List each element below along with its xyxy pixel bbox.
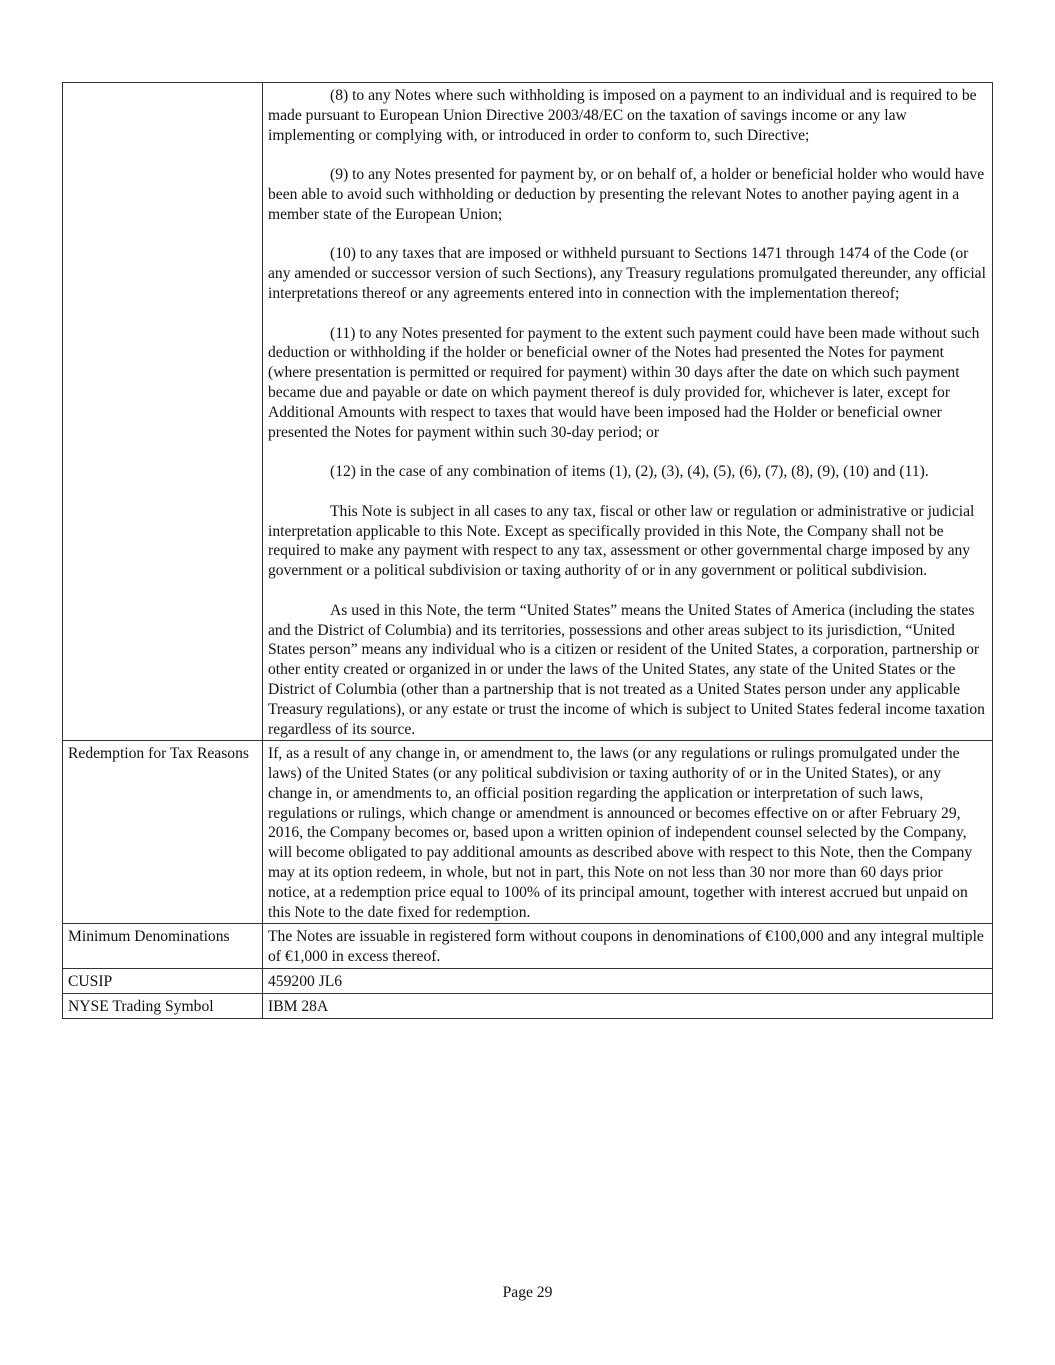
- row-label-cusip: CUSIP: [63, 969, 263, 994]
- paragraph-item-9: (9) to any Notes presented for payment by, or on behalf of, a holder or beneficial holder who would have been able to avoid such withholding or deduction by presenting the relevant Notes to another paying agent in a member state of the European Union;: [268, 166, 985, 223]
- table-row-denominations: [63, 924, 993, 969]
- redemption-text: If, as a result of any change in, or amendment to, the laws (or any regulations or rulings promulgated under the laws) of the United States (or any political subdivision or taxing authority of or in the United States), or any change in, or amendments to, an official position regarding the application or interpretation of such laws, regulations or rulings, which change or amendment is announced or becomes effective on or after February 29, 2016, the Company becomes or, based upon a written opinion of independent counsel selected by the Company, will become obligated to pay additional amounts as described above with respect to this Note, then the Company may at its option redeem, in whole, but not in part, this Note on not less than 30 nor more than 60 days prior notice, at a redemption price equal to 100% of its principal amount, together with interest accrued but unpaid on this Note to the date fixed for redemption.: [268, 745, 973, 921]
- row-value-denominations: The Notes are issuable in registered form without coupons in denominations of €100,000 and any integral multiple of €1,000 in excess thereof.: [263, 924, 993, 969]
- paragraph-item-10: (10) to any taxes that are imposed or withheld pursuant to Sections 1471 through 1474 of the Code (or any amended or successor version of such Sections), any Treasury regulations promulgated thereunder, any official interpretations thereof or any agreements entered into in connection with the implementation thereof;: [268, 245, 986, 302]
- row-label-empty: [63, 83, 263, 741]
- paragraph-united-states-definition: As used in this Note, the term “United States” means the United States of America (including the states and the District of Columbia) and its territories, possessions and other areas subject to its jurisdiction, “United States person” means any individual who is a citizen or resident of the United States, a corporation, partnership or other entity created or organized in or under the laws of the United States, any state of the United States or the District of Columbia (other than a partnership that is not treated as a United States person under any applicable Treasury regulations), or any estate or trust the income of which is subject to United States federal income taxation regardless of its source.: [268, 601, 985, 738]
- paragraph-item-11: (11) to any Notes presented for payment to the extent such payment could have been made without such deduction or withholding if the holder or beneficial owner of the Notes had presented the Notes for payment (where presentation is permitted or required for payment) within 30 days after the date on which such payment became due and payable or date on which payment thereof is duly provided for, whichever is later, except for Additional Amounts with respect to taxes that would have been imposed had the Holder or beneficial owner presented the Notes for payment within such 30-day period; or: [268, 324, 980, 441]
- paragraph-tax-law: This Note is subject in all cases to any tax, fiscal or other law or regulation or administrative or judicial interpretation applicable to this Note. Except as specifically provided in this Note, the Company shall not be required to make any payment with respect to any tax, assessment or other governmental charge imposed by any government or a political subdivision or taxing authority of or in any government or political subdivision.: [268, 502, 975, 580]
- withholding-exceptions-cell: [263, 83, 993, 741]
- terms-table: [62, 82, 993, 1019]
- row-value-symbol: IBM 28A: [263, 993, 993, 1018]
- table-row-redemption: [63, 741, 993, 924]
- page-number: Page 29: [502, 1284, 553, 1301]
- row-label-symbol: NYSE Trading Symbol: [63, 993, 263, 1018]
- row-label-denominations: Minimum Denominations: [63, 924, 263, 969]
- paragraph-item-8: (8) to any Notes where such withholding is imposed on a payment to an individual and is required to be made pursuant to European Union Directive 2003/48/EC on the taxation of savings income or any law implementing or complying with, or introduced in order to conform to, such Directive;: [268, 87, 977, 144]
- table-row-withholding-continued: [63, 83, 993, 741]
- table-row-symbol: [63, 993, 993, 1018]
- row-value-redemption: [263, 741, 993, 924]
- row-label-redemption: Redemption for Tax Reasons: [63, 741, 263, 924]
- paragraph-item-12: (12) in the case of any combination of items (1), (2), (3), (4), (5), (6), (7), (8), (9), (10) and (11).: [330, 463, 929, 481]
- row-value-cusip: 459200 JL6: [263, 969, 993, 994]
- table-row-cusip: [63, 969, 993, 994]
